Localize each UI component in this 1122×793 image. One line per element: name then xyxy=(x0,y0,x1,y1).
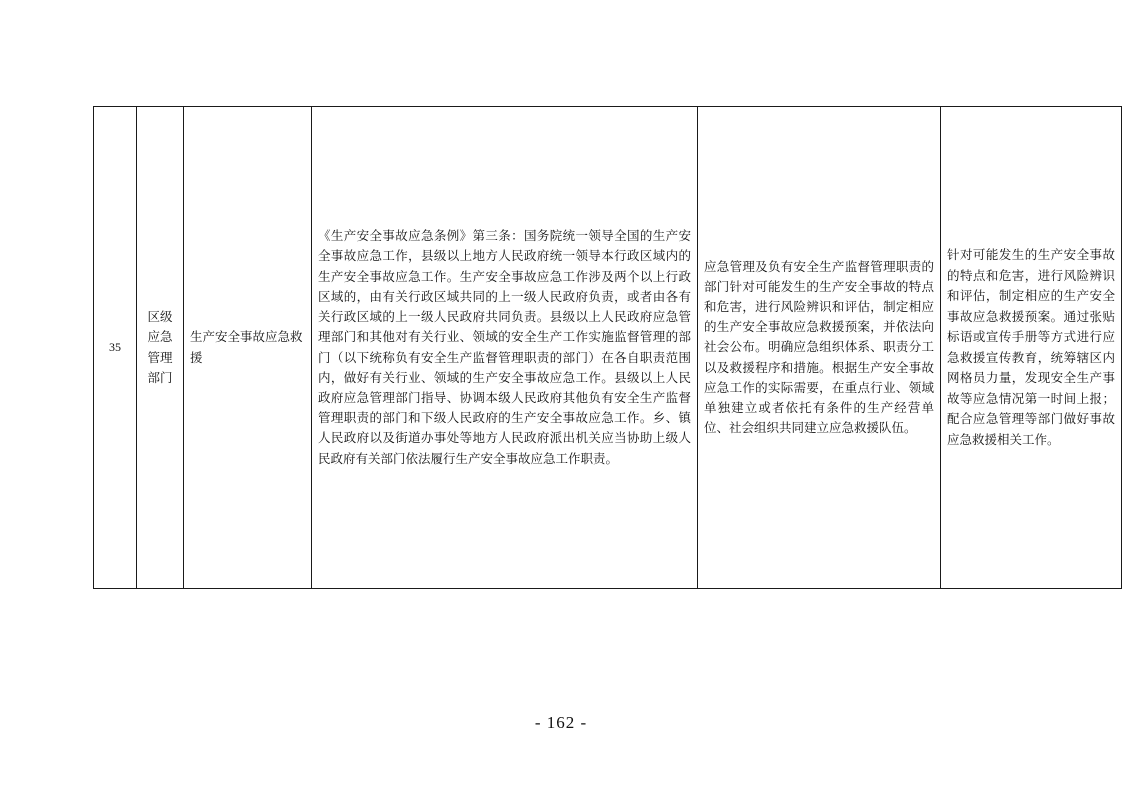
department-cell xyxy=(137,107,184,589)
legal-basis-cell xyxy=(312,107,698,589)
row-number-cell xyxy=(94,107,137,589)
item-cell xyxy=(184,107,312,589)
department-responsibility-cell xyxy=(698,107,941,589)
town-responsibility-cell xyxy=(941,107,1122,589)
department-name: 区级应急管理部门 xyxy=(147,308,173,385)
responsibility-table xyxy=(93,106,1122,589)
department-responsibility-text: 应急管理及负有安全生产监督管理职责的部门针对可能发生的生产安全事故的特点和危害，进行风险辨识和评估，制定相应的生产安全事故应急救援预案，并依法向社会公布。明确应急组织体系、职责分工以及救援程序和措施。根据生产安全事故应急工作的实际需要，在重点行业、领域单独建立或者依托有条件的生产经营单位、社会组织共同建立应急救援队伍。 xyxy=(704,258,934,436)
page-number: - 162 - xyxy=(534,713,588,732)
row-number: 35 xyxy=(109,340,121,354)
legal-basis-text: 《生产安全事故应急条例》第三条：国务院统一领导全国的生产安全事故应急工作，县级以上地方人民政府统一领导本行政区域内的生产安全事故应急工作。生产安全事故应急工作涉及两个以上行政区域的，由有关行政区域共同的上一级人民政府负责，或者由各有关行政区域的上一级人民政府共同负责。县级以上人民政府应急管理部门和其他对有关行业、领域的安全生产工作实施监督管理的部门（以下统称负有安全生产监督管理职责的部门）在各自职责范围内，做好有关行业、领域的生产安全事故应急工作。县级以上人民政府应急管理部门指导、协调本级人民政府其他负有安全生产监督管理职责的部门和下级人民政府的生产安全事故应急工作。乡、镇人民政府以及街道办事处等地方人民政府派出机关应当协助上级人民政府有关部门依法履行生产安全事故应急工作职责。 xyxy=(318,228,691,466)
table-row xyxy=(94,107,1122,589)
town-responsibility-text: 针对可能发生的生产安全事故的特点和危害，进行风险辨识和评估，制定相应的生产安全事故应急救援预案。通过张贴标语或宣传手册等方式进行应急救援宣传教育，统筹辖区内网格员力量，发现安全生产事故等应急情况第一时间上报；配合应急管理等部门做好事故应急救援相关工作。 xyxy=(947,247,1115,447)
item-name: 生产安全事故应急救援 xyxy=(190,329,303,365)
